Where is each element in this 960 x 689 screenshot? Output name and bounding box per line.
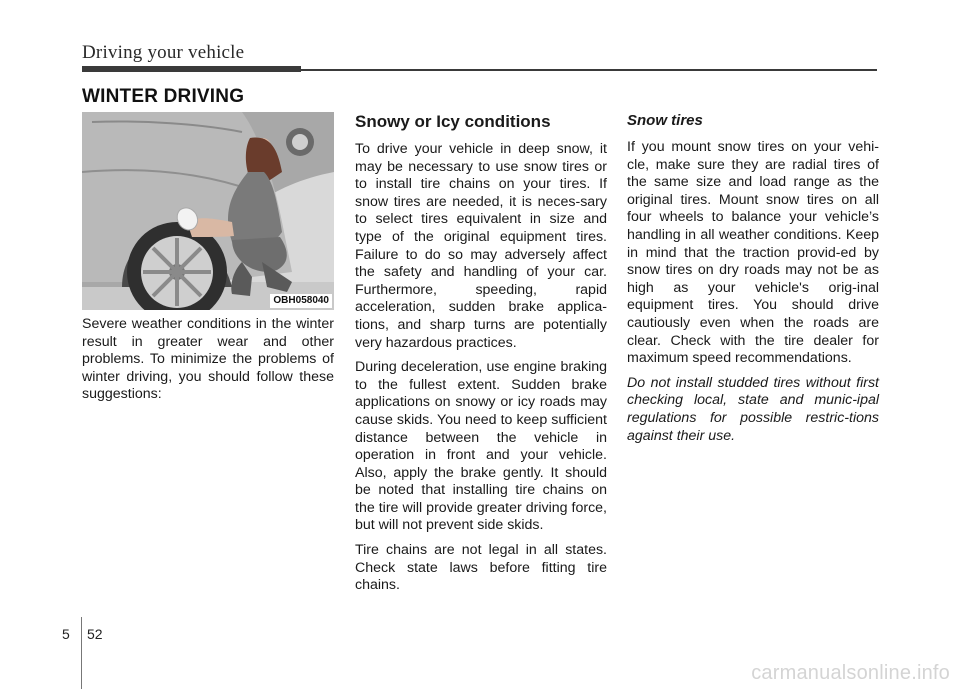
illustration-figure [82,112,334,310]
figure-code: OBH058040 [270,294,332,308]
intro-paragraph: Severe weather conditions in the winter result in greater wear and other problems. To minimize the problems of winter driving, you should follow these suggestions: [82,316,334,403]
snowy-paragraph-2: During deceleration, use engine braking to the fullest extent. Sudden brake applications on snowy or icy roads may cause skids. You need to keep sufficient distance between the vehicle in operation in front and your vehicle. Also, apply the brake gently. It should be noted that installing tire chains on the tire will provide greater driving force, but will not prevent side skids. [355,359,607,534]
footer-rule [81,617,82,689]
page-number: 52 [87,626,103,642]
snowy-paragraph-1: To drive your vehicle in deep snow, it may be necessary to use snow tires or to install tire chains on your tires. If snow tires are needed, it is neces-sary to select tires equivalent in size and type of the original equipment tires. Failure to do so may adversely affect the safety and handling of your car. Furthermore, speeding, rapid acceleration, sudden brake applica-tions, and sharp turns are potentially very hazardous practices. [355,141,607,351]
column-left [82,112,334,411]
section-number: 5 [62,626,70,642]
snow-tires-paragraph: If you mount snow tires on your vehi-cle, make sure they are radial tires of the same size and load range as the original tires. Mount snow tires on all four wheels to balance your vehicle’s handling in all weather conditions. Keep in mind that the traction provid-ed by snow tires on dry roads may not be as high as your vehicle's orig-inal equipment tires. You should drive cautiously even when the roads are clear. Check with the tire dealer for maximum speed recommendations. [627,139,879,367]
column-right [627,112,879,452]
column-middle [355,112,607,602]
header-bar [82,66,301,72]
watermark: carmanualsonline.info [751,662,950,684]
section-title: WINTER DRIVING [82,86,245,107]
header-rule [301,69,877,71]
snow-tires-heading: Snow tires [627,112,703,129]
snowy-icy-heading: Snowy or Icy conditions [355,112,551,131]
snowy-paragraph-3: Tire chains are not legal in all states. Check state laws before fitting tire chains. [355,542,607,594]
car-wheel-illustration [82,112,334,310]
studded-tires-warning: Do not install studded tires without first checking local, state and munic-ipal regulations for possible restric-tions against their use. [627,374,879,444]
chapter-title: Driving your vehicle [82,42,245,63]
